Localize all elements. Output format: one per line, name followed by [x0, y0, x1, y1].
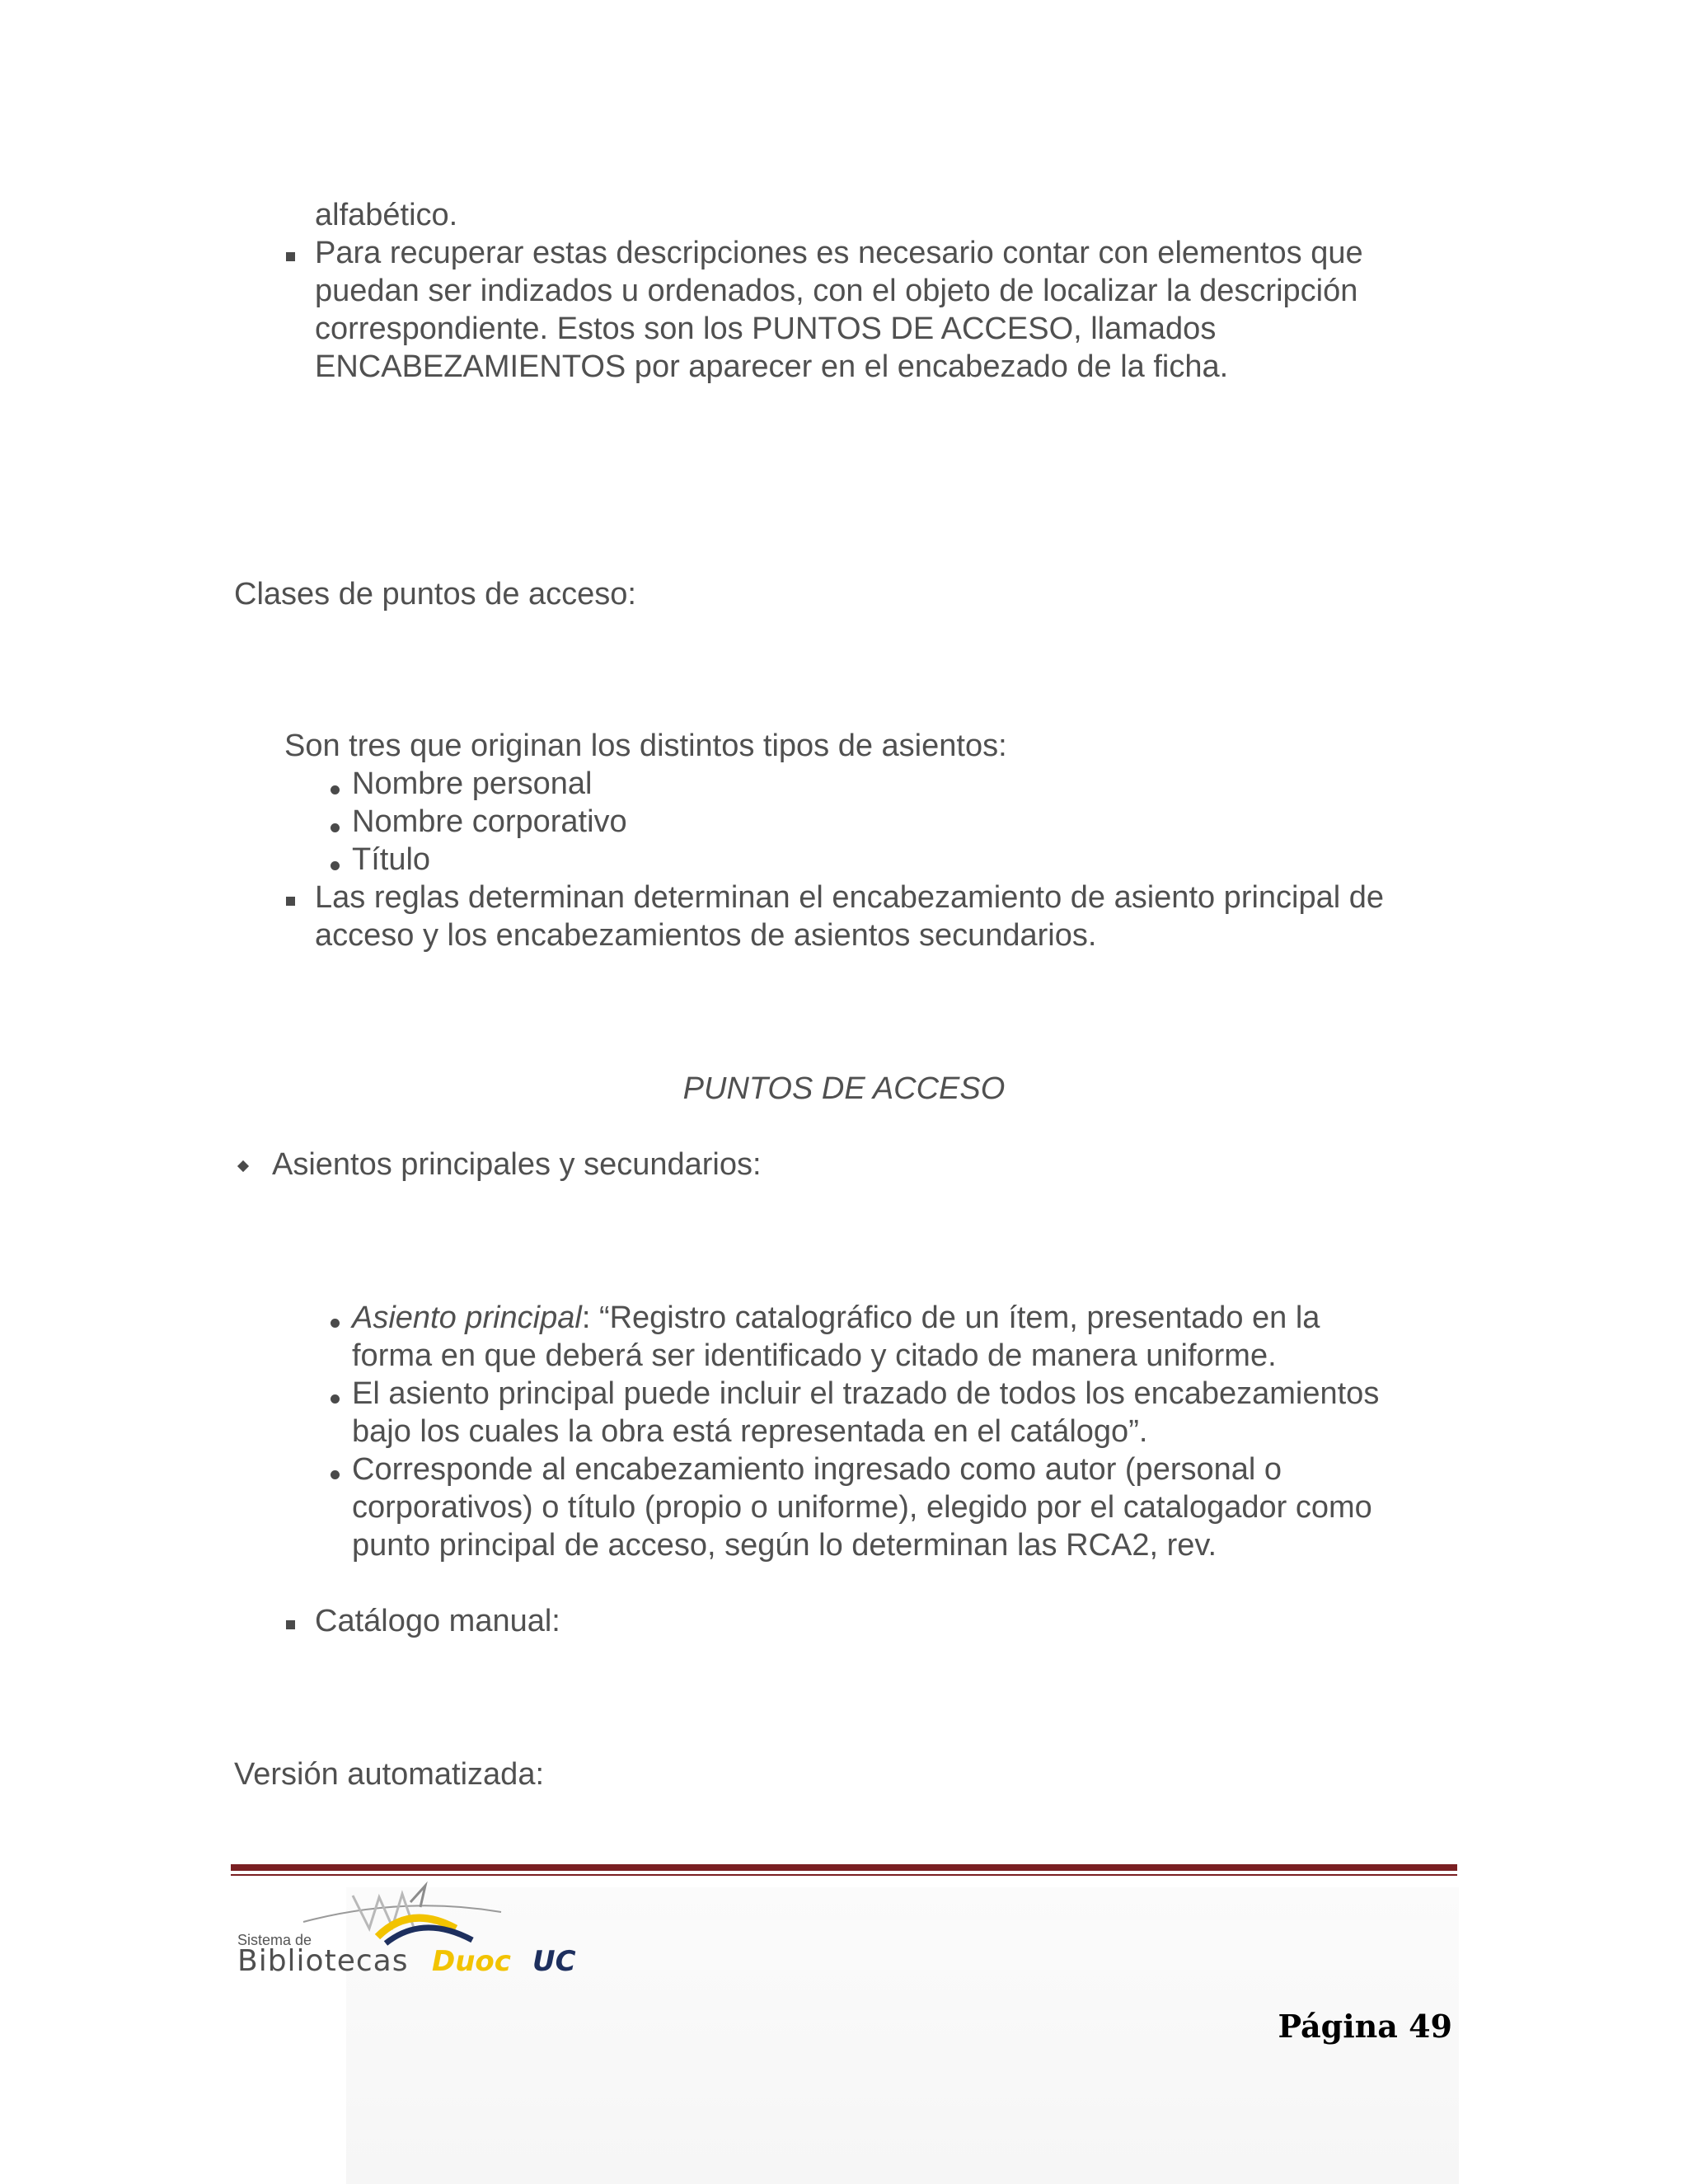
- text-line: ENCABEZAMIENTOS por aparecer en el encabezado de la ficha.: [315, 349, 1229, 384]
- text-line: forma en que deberá ser identificado y citado de manera uniforme.: [352, 1338, 1277, 1373]
- round-bullet: [331, 1394, 340, 1404]
- text-line: Las reglas determinan determinan el encabezamiento de asiento principal de: [315, 880, 1385, 915]
- term: Asiento principal: [352, 1301, 582, 1335]
- logo-duoc-text: Duoc: [432, 1945, 511, 1978]
- logo-small-text: Sistema de: [237, 1932, 312, 1948]
- text-line: El asiento principal puede incluir el trazado de todos los encabezamientos: [352, 1376, 1380, 1411]
- round-bullet: [331, 1319, 340, 1328]
- logo-uc-text: UC: [532, 1945, 576, 1978]
- text-line: Catálogo manual:: [315, 1604, 560, 1638]
- section-heading: Clases de puntos de acceso:: [234, 577, 636, 612]
- round-bullet: [331, 1470, 340, 1479]
- definition: : “Registro catalográfico de un ítem, presentado en la: [581, 1301, 1320, 1335]
- text-line: Corresponde al encabezamiento ingresado como autor (personal o: [352, 1452, 1282, 1487]
- text-line: Para recuperar estas descripciones es necesario contar con elementos que: [315, 236, 1363, 270]
- text-line: [352, 1299, 1320, 1337]
- text-line: correspondiente. Estos son los PUNTOS DE ACCESO, llamados: [315, 312, 1217, 346]
- square-bullet: [286, 252, 295, 261]
- round-bullet: [331, 861, 340, 870]
- footer-rule-thin: [231, 1874, 1457, 1876]
- text-line: alfabético.: [315, 198, 458, 232]
- list-item: Nombre corporativo: [352, 804, 627, 839]
- logo-main-text: Bibliotecas: [237, 1944, 409, 1978]
- square-bullet: [286, 897, 295, 906]
- footer-rule: [231, 1864, 1457, 1871]
- text-line: bajo los cuales la obra está representada en el catálogo”.: [352, 1414, 1148, 1449]
- section-title: PUNTOS DE ACCESO: [682, 1071, 1006, 1106]
- diamond-bullet: [237, 1160, 249, 1172]
- list-item: Título: [352, 842, 431, 877]
- text-line: Asientos principales y secundarios:: [272, 1147, 762, 1182]
- square-bullet: [286, 1620, 295, 1629]
- text-line: punto principal de acceso, según lo determinan las RCA2, rev.: [352, 1528, 1217, 1563]
- list-item: Nombre personal: [352, 766, 593, 801]
- text-line: acceso y los encabezamientos de asientos secundarios.: [315, 918, 1097, 953]
- text-line: puedan ser indizados u ordenados, con el objeto de localizar la descripción: [315, 274, 1358, 308]
- text-line: Son tres que originan los distintos tipos de asientos:: [284, 729, 1007, 763]
- text-line: Versión automatizada:: [234, 1757, 545, 1792]
- text-line: corporativos) o título (propio o uniforme), elegido por el catalogador como: [352, 1490, 1372, 1525]
- round-bullet: [331, 785, 340, 794]
- page-number: Página 49: [1278, 2008, 1452, 2045]
- round-bullet: [331, 823, 340, 832]
